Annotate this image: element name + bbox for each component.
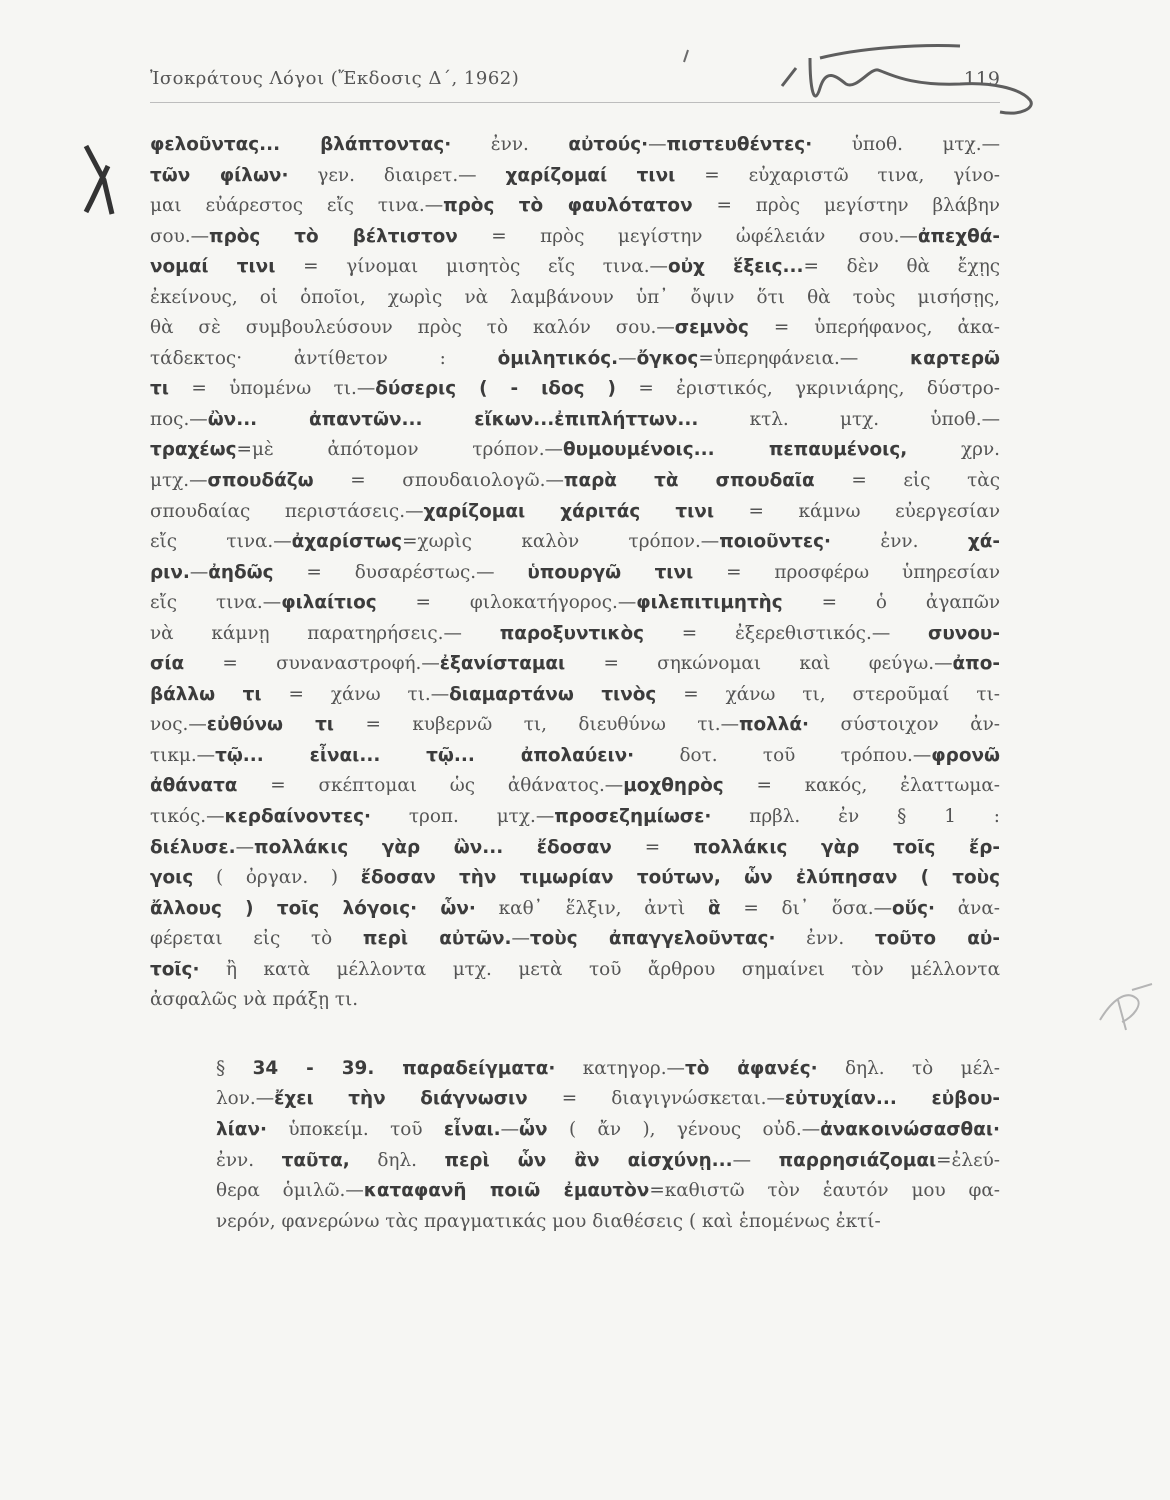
bold-lemma: κερδαίνοντες· <box>224 806 371 828</box>
text-line <box>150 161 1000 192</box>
gloss-text: = διαγιγνώσκεται.— <box>527 1088 785 1110</box>
gloss-text: = δὲν θὰ ἔχῃς <box>803 256 1001 278</box>
bold-lemma: τοῖς· <box>150 958 200 980</box>
bold-lemma: καρτερῶ <box>910 347 1001 369</box>
gloss-text: ἐνν. <box>830 531 968 553</box>
text-line <box>150 130 1000 161</box>
text-line <box>150 619 1000 650</box>
bold-lemma: τοῦτο αὐ- <box>874 928 1000 950</box>
bold-lemma: διέλυσε. <box>150 836 236 858</box>
bold-lemma: πιστευθέντες· <box>666 134 813 155</box>
gloss-text: τικμ.— <box>150 744 216 766</box>
text-line <box>150 344 1000 375</box>
gloss-text: πος.— <box>150 408 208 430</box>
bold-lemma: μοχθηρὸς <box>623 775 724 797</box>
bold-lemma: ἃ <box>707 897 721 919</box>
gloss-text: § <box>216 1057 253 1079</box>
gloss-text: = <box>611 836 694 858</box>
bold-lemma: ἀπο- <box>952 653 1000 675</box>
gloss-text: = δυσαρέστως.— <box>273 561 528 583</box>
gloss-text: =μὲ ἀπότομον τρόπον.— <box>236 439 563 461</box>
gloss-text: ( ὀργαν. ) <box>193 867 361 889</box>
gloss-text: κατηγορ.— <box>555 1057 685 1079</box>
running-header <box>150 62 1000 103</box>
bold-lemma: ἀθάνατα <box>150 775 238 797</box>
gloss-text: = γίνομαι μισητὸς εἴς τινα.— <box>275 256 668 278</box>
bold-lemma: ἀχαρίστως <box>291 531 403 553</box>
text-line <box>150 863 1000 894</box>
gloss-text: = ὑπερήφανος, ἀκα- <box>748 317 1000 339</box>
gloss-text: νος.— <box>150 714 207 736</box>
gloss-text: δηλ. τὸ μέλ- <box>817 1057 1000 1079</box>
text-line <box>150 313 1000 344</box>
bold-lemma: ἄλλους ) τοῖς λόγοις· ὧν· <box>150 897 476 919</box>
page-number: 119 <box>963 68 1000 90</box>
bold-lemma: 34 - 39. παραδείγματα· <box>252 1057 556 1079</box>
gloss-text: = εὐχαριστῶ τινα, γίνο- <box>675 164 1000 186</box>
text-line <box>150 1176 1000 1207</box>
gloss-text: — <box>500 1118 520 1140</box>
gloss-text: = ὑπομένω τι.— <box>168 378 376 400</box>
gloss-text: = πρὸς μεγίστην βλάβην <box>692 195 1000 217</box>
text-line <box>150 191 1000 222</box>
text-line <box>150 374 1000 405</box>
gloss-text: = κυβερνῶ τι, διευθύνω τι.— <box>333 714 739 736</box>
bold-lemma: βάλλω τι <box>150 683 262 705</box>
bold-lemma: τὸ ἀφανές· <box>684 1057 818 1079</box>
bold-lemma: ἀπεχθά- <box>917 225 1000 247</box>
text-line <box>150 1115 1000 1146</box>
handwritten-right-margin-mark <box>1092 970 1162 1050</box>
text-line <box>150 222 1000 253</box>
gloss-text: ἐνν. <box>451 134 569 155</box>
text-line <box>150 1084 1000 1115</box>
bold-lemma: φελοῦντας... βλάπτοντας· <box>150 134 452 155</box>
text-line <box>150 252 1000 283</box>
text-line <box>150 1207 1000 1238</box>
gloss-text: ἀνα- <box>935 897 1000 919</box>
gloss-text: ἢ κατὰ μέλλοντα μτχ. μετὰ τοῦ ἄρθρου σημαίνει τὸν μέλλοντα <box>199 958 1000 980</box>
bold-lemma: σία <box>150 653 185 675</box>
text-line <box>150 802 1000 833</box>
gloss-text: εἴς τινα.— <box>150 531 292 553</box>
bold-lemma: γοις <box>150 867 194 889</box>
bold-lemma: ἀηδῶς <box>208 561 274 583</box>
text-line <box>150 741 1000 772</box>
bold-lemma: νομαί τινι <box>150 256 276 278</box>
bold-lemma: περὶ ὧν ἂν αἰσχύνῃ... <box>444 1149 733 1171</box>
bold-lemma: οὕς· <box>892 897 935 919</box>
gloss-text: ὑποθ. μτχ.— <box>812 134 1000 155</box>
document-body <box>150 130 1000 1237</box>
gloss-text: — <box>732 1149 779 1171</box>
gloss-text: τάδεκτος· ἀντίθετον : <box>150 347 498 369</box>
bold-lemma: καταφανῆ ποιῶ ἐμαυτὸν <box>363 1180 650 1202</box>
bold-lemma: ἐξανίσταμαι <box>439 653 566 675</box>
bold-lemma: φρονῶ <box>931 744 1000 766</box>
text-line <box>150 985 1000 1016</box>
text-line <box>150 527 1000 558</box>
gloss-text: = ὁ ἀγαπῶν <box>782 592 1001 614</box>
bold-lemma: ριν. <box>150 561 190 583</box>
bold-lemma: τραχέως <box>150 439 237 461</box>
bold-lemma: ἔδοσαν τὴν τιμωρίαν τούτων, ὧν ἐλύπησαν ( τοὺς <box>360 867 1001 889</box>
gloss-text: σύστοιχον ἀν- <box>809 714 1001 736</box>
handwritten-margin-mark <box>78 140 128 220</box>
bold-lemma: τι <box>150 378 169 400</box>
bold-lemma: ὄγκος <box>636 347 699 369</box>
bold-lemma: ἀνακοινώσασθαι· <box>820 1118 1000 1140</box>
bold-lemma: ἔχει τὴν διάγνωσιν <box>274 1088 528 1110</box>
text-line <box>150 435 1000 466</box>
gloss-text: νὰ κάμνῃ παρατηρήσεις.— <box>150 622 500 644</box>
text-line <box>150 710 1000 741</box>
bold-lemma: χαρίζομαί τινι <box>505 164 676 186</box>
gloss-text: ὑποκείμ. τοῦ <box>266 1118 444 1140</box>
gloss-text: δηλ. <box>349 1149 445 1171</box>
gloss-text: τροπ. μτχ.— <box>370 806 555 828</box>
text-line <box>150 649 1000 680</box>
text-line <box>150 833 1000 864</box>
bold-lemma: ὑπουργῶ τινι <box>527 561 694 583</box>
bold-lemma: τῶν φίλων· <box>150 164 289 186</box>
bold-lemma: παρὰ τὰ σπουδαῖα <box>563 470 815 492</box>
text-line <box>150 466 1000 497</box>
paragraph-vocabulary-notes <box>150 130 1000 1016</box>
gloss-text: = σκέπτομαι ὡς ἀθάνατος.— <box>237 775 624 797</box>
gloss-text: — <box>235 836 255 858</box>
bold-lemma: ταῦτα, <box>281 1149 350 1171</box>
gloss-text: =ὑπερηφάνεια.— <box>698 347 911 369</box>
bold-lemma: πρὸς τὸ βέλτιστον <box>209 225 458 247</box>
text-line <box>150 1054 1000 1085</box>
text-line <box>150 771 1000 802</box>
gloss-text: καθ᾿ ἕλξιν, ἀντὶ <box>475 897 708 919</box>
bold-lemma: παροξυντικὸς <box>499 622 644 644</box>
text-line <box>150 588 1000 619</box>
text-line <box>150 558 1000 589</box>
text-line <box>150 680 1000 711</box>
gloss-text: σου.— <box>150 225 210 247</box>
bold-lemma: τῷ... εἶναι... τῷ... ἀπολαύειν· <box>215 744 635 766</box>
gloss-text: = χάνω τι.— <box>261 683 450 705</box>
bold-lemma: ὁμιλητικός. <box>497 347 619 369</box>
gloss-text: — <box>189 561 209 583</box>
bold-lemma: εὐθύνω τι <box>206 714 334 736</box>
bold-lemma: πρὸς τὸ φαυλότατον <box>443 195 693 217</box>
gloss-text: νερόν, φανερώνω τὰς πραγματικάς μου διαθέσεις ( καὶ ἑπομένως ἐκτί- <box>216 1210 881 1232</box>
bold-lemma: διαμαρτάνω τινὸς <box>449 683 657 705</box>
gloss-text: τικός.— <box>150 806 225 828</box>
gloss-text: ἐνν. <box>775 928 875 950</box>
bold-lemma: ὧν <box>519 1118 548 1140</box>
text-line <box>150 924 1000 955</box>
bold-lemma: εἶναι. <box>443 1118 501 1140</box>
gloss-text: ( ἄν ), γένους οὐδ.— <box>547 1118 821 1140</box>
gloss-text: = κακός, ἐλαττωμα- <box>723 775 1001 797</box>
gloss-text: πρβλ. ἐν § 1 : <box>711 806 1000 828</box>
bold-lemma: ὢν... ἀπαντῶν... εἴκων...ἐπιπλήττων... <box>207 408 699 430</box>
bold-lemma: σπουδάζω <box>207 470 314 492</box>
gloss-text: χρν. <box>907 439 1000 461</box>
bold-lemma: πολλάκις γὰρ ὢν... ἔδοσαν <box>254 836 612 858</box>
gloss-text: = κάμνω εὐεργεσίαν <box>714 500 1000 522</box>
gloss-text: κτλ. μτχ. ὑποθ.— <box>698 408 1000 430</box>
gloss-text: = σηκώνομαι καὶ φεύγω.— <box>565 653 953 675</box>
text-line <box>150 283 1000 314</box>
gloss-text: = δι᾿ ὅσα.— <box>720 897 893 919</box>
gloss-text: = πρὸς μεγίστην ὠφέλειάν σου.— <box>457 225 918 247</box>
bold-lemma: εὐτυχίαν... εὐβου- <box>784 1088 1000 1110</box>
bold-lemma: σεμνὸς <box>674 317 749 339</box>
gloss-text: = συναναστροφή.— <box>184 653 440 675</box>
gloss-text: ἐνν. <box>216 1149 282 1171</box>
text-line <box>150 955 1000 986</box>
paragraph-section-34-39 <box>150 1054 1000 1237</box>
text-line <box>150 894 1000 925</box>
gloss-text: =ἐλεύ- <box>936 1149 1000 1171</box>
bold-lemma: ποιοῦντες· <box>719 531 831 553</box>
gloss-text: μαι εὐάρεστος εἴς τινα.— <box>150 195 444 217</box>
bold-lemma: λίαν· <box>216 1118 267 1140</box>
text-line <box>150 405 1000 436</box>
bold-lemma: οὐχ ἕξεις... <box>667 256 804 278</box>
bold-lemma: προσεζημίωσε· <box>554 806 712 828</box>
header-title: Ἰσοκράτους Λόγοι (Ἔκδοσις Δ΄, 1962) <box>150 68 520 89</box>
bold-lemma: αὐτούς· <box>568 134 649 155</box>
bold-lemma: φιλαίτιος <box>281 592 377 614</box>
gloss-text: ἀσφαλῶς νὰ πράξῃ τι. <box>150 989 359 1011</box>
gloss-text: = χάνω τι, στεροῦμαί τι- <box>656 683 1000 705</box>
gloss-text: = φιλοκατήγορος.— <box>376 592 637 614</box>
text-line <box>150 497 1000 528</box>
gloss-text: σπουδαίας περιστάσεις.— <box>150 500 424 522</box>
bold-lemma: παρρησιάζομαι <box>778 1149 937 1171</box>
gloss-text: = ἐξερεθιστικός.— <box>643 622 929 644</box>
bold-lemma: χά- <box>967 531 1000 553</box>
gloss-text: γεν. διαιρετ.— <box>288 164 506 186</box>
gloss-text: φέρεται εἰς τὸ <box>150 928 363 950</box>
gloss-text: — <box>648 134 667 155</box>
gloss-text: = προσφέρω ὑπηρεσίαν <box>693 561 1000 583</box>
gloss-text: = ἐριστικός, γκρινιάρης, δύστρο- <box>615 378 1000 400</box>
bold-lemma: πολλάκις γὰρ τοῖς ἔρ- <box>693 836 1000 858</box>
bold-lemma: συνου- <box>928 622 1000 644</box>
gloss-text: μτχ.— <box>150 470 208 492</box>
bold-lemma: περὶ αὐτῶν. <box>362 928 512 950</box>
gloss-text: =χωρὶς καλὸν τρόπον.— <box>402 531 720 553</box>
text-line <box>150 1146 1000 1177</box>
bold-lemma: φιλεπιτιμητὴς <box>636 592 783 614</box>
gloss-text: = σπουδαιολογῶ.— <box>313 470 564 492</box>
gloss-text: εἴς τινα.— <box>150 592 282 614</box>
gloss-text: =καθιστῶ τὸν ἑαυτόν μου φα- <box>649 1180 1000 1202</box>
gloss-text: θερα ὁμιλῶ.— <box>216 1180 364 1202</box>
bold-lemma: τοὺς ἀπαγγελοῦντας· <box>529 928 776 950</box>
bold-lemma: πολλά· <box>738 714 810 736</box>
gloss-text: θὰ σὲ συμβουλεύσουν πρὸς τὸ καλόν σου.— <box>150 317 675 339</box>
gloss-text: λον.— <box>216 1088 275 1110</box>
gloss-text: — <box>618 347 637 369</box>
bold-lemma: δύσερις ( - ιδος ) <box>375 378 616 400</box>
gloss-text: δοτ. τοῦ τρόπου.— <box>634 744 932 766</box>
bold-lemma: θυμουμένοις... πεπαυμένοις, <box>562 439 908 461</box>
gloss-text: ἐκείνους, οἱ ὁποῖοι, χωρὶς νὰ λαμβάνουν ὑπ᾿ ὄψιν ὅτι θὰ τοὺς μισήσῃς, <box>150 286 1000 308</box>
bold-lemma: χαρίζομαι χάριτάς τινι <box>423 500 715 522</box>
gloss-text: — <box>511 928 530 950</box>
gloss-text: = εἰς τὰς <box>814 470 1000 492</box>
